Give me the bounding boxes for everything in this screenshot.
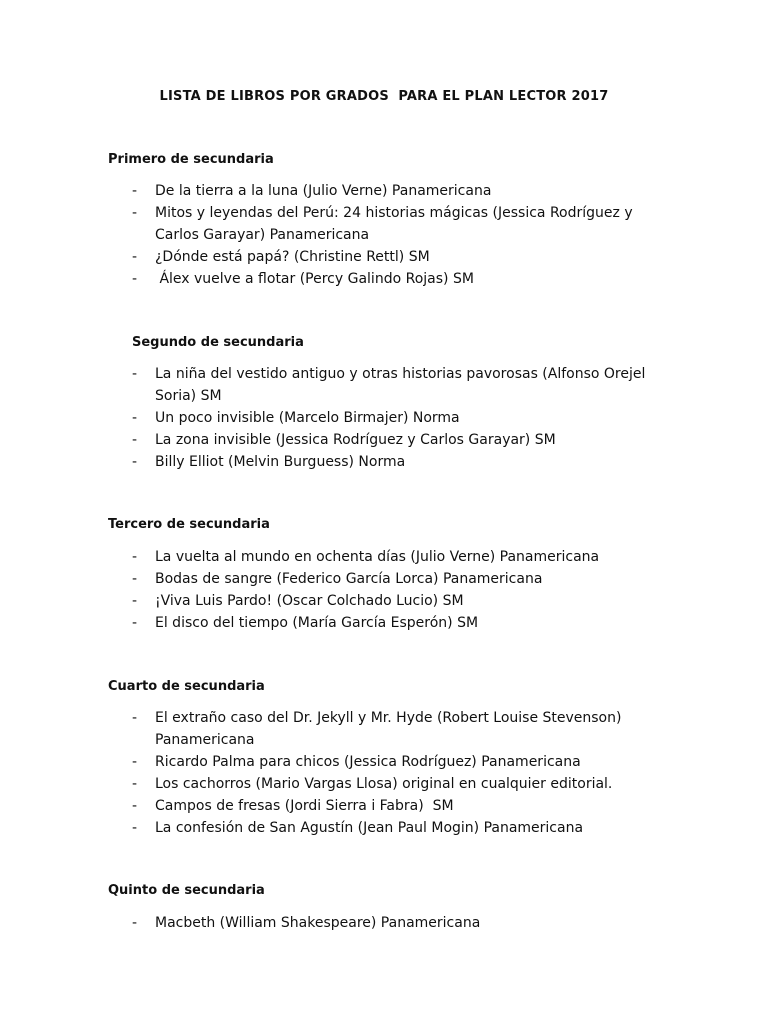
book-entry: La confesión de San Agustín (Jean Paul Mogin) Panamericana	[155, 820, 584, 836]
book-entry: Álex vuelve a flotar (Percy Galindo Rojas) SM	[155, 271, 474, 287]
book-list	[0, 180, 768, 290]
list-item	[0, 795, 655, 817]
bullet-dash: -	[132, 271, 138, 287]
book-entry: ¡Viva Luis Pardo! (Oscar Colchado Lucio) SM	[155, 593, 464, 609]
list-item	[0, 707, 655, 751]
bullet-dash: -	[132, 454, 138, 470]
section-heading: Quinto de secundaria	[108, 883, 265, 898]
bullet-dash: -	[132, 571, 138, 587]
list-item	[0, 590, 655, 612]
list-item	[0, 202, 655, 246]
bullet-dash: -	[132, 205, 138, 221]
book-entry: Campos de fresas (Jordi Sierra i Fabra) SM	[155, 798, 454, 814]
book-entry: Los cachorros (Mario Vargas Llosa) original en cualquier editorial.	[155, 776, 613, 792]
list-item	[0, 246, 655, 268]
list-item	[0, 912, 655, 934]
book-entry: La zona invisible (Jessica Rodríguez y Carlos Garayar) SM	[155, 432, 556, 448]
bullet-dash: -	[132, 410, 138, 426]
list-item	[0, 817, 655, 839]
bullet-dash: -	[132, 820, 138, 836]
bullet-dash: -	[132, 915, 138, 931]
bullet-dash: -	[132, 754, 138, 770]
list-item	[0, 751, 655, 773]
bullet-dash: -	[132, 183, 138, 199]
list-item	[0, 612, 655, 634]
list-item	[0, 407, 655, 429]
bullet-dash: -	[132, 366, 138, 382]
document-title: LISTA DE LIBROS POR GRADOS PARA EL PLAN LECTOR 2017	[159, 89, 609, 104]
list-item	[0, 451, 655, 473]
section-heading: Segundo de secundaria	[132, 335, 304, 350]
bullet-dash: -	[132, 710, 138, 726]
book-entry: La niña del vestido antiguo y otras historias pavorosas (Alfonso Orejel Soria) SM	[155, 366, 646, 404]
book-entry: La vuelta al mundo en ochenta días (Julio Verne) Panamericana	[155, 549, 600, 565]
book-entry: De la tierra a la luna (Julio Verne) Panamericana	[155, 183, 492, 199]
book-entry: Un poco invisible (Marcelo Birmajer) Norma	[155, 410, 460, 426]
list-item	[0, 180, 655, 202]
book-list	[0, 707, 768, 839]
section-heading: Primero de secundaria	[108, 152, 274, 167]
list-item	[0, 429, 655, 451]
list-item	[0, 363, 655, 407]
bullet-dash: -	[132, 798, 138, 814]
book-entry: Macbeth (William Shakespeare) Panamericana	[155, 915, 481, 931]
bullet-dash: -	[132, 615, 138, 631]
list-item	[0, 773, 655, 795]
bullet-dash: -	[132, 432, 138, 448]
book-entry: El disco del tiempo (María García Esperón) SM	[155, 615, 479, 631]
section-heading: Cuarto de secundaria	[108, 679, 265, 694]
book-entry: Mitos y leyendas del Perú: 24 historias mágicas (Jessica Rodríguez y Carlos Garayar) Panamericana	[155, 205, 633, 243]
book-entry: ¿Dónde está papá? (Christine Rettl) SM	[155, 249, 430, 265]
book-entry: Bodas de sangre (Federico García Lorca) Panamericana	[155, 571, 543, 587]
section-heading: Tercero de secundaria	[108, 517, 270, 532]
book-list	[0, 546, 768, 634]
book-list	[0, 912, 768, 934]
list-item	[0, 568, 655, 590]
book-entry: Billy Elliot (Melvin Burguess) Norma	[155, 454, 406, 470]
book-entry: Ricardo Palma para chicos (Jessica Rodríguez) Panamericana	[155, 754, 581, 770]
bullet-dash: -	[132, 593, 138, 609]
bullet-dash: -	[132, 549, 138, 565]
book-entry: El extraño caso del Dr. Jekyll y Mr. Hyde (Robert Louise Stevenson) Panamericana	[155, 710, 622, 748]
bullet-dash: -	[132, 249, 138, 265]
list-item	[0, 268, 655, 290]
book-list	[0, 363, 768, 473]
list-item	[0, 546, 655, 568]
bullet-dash: -	[132, 776, 138, 792]
